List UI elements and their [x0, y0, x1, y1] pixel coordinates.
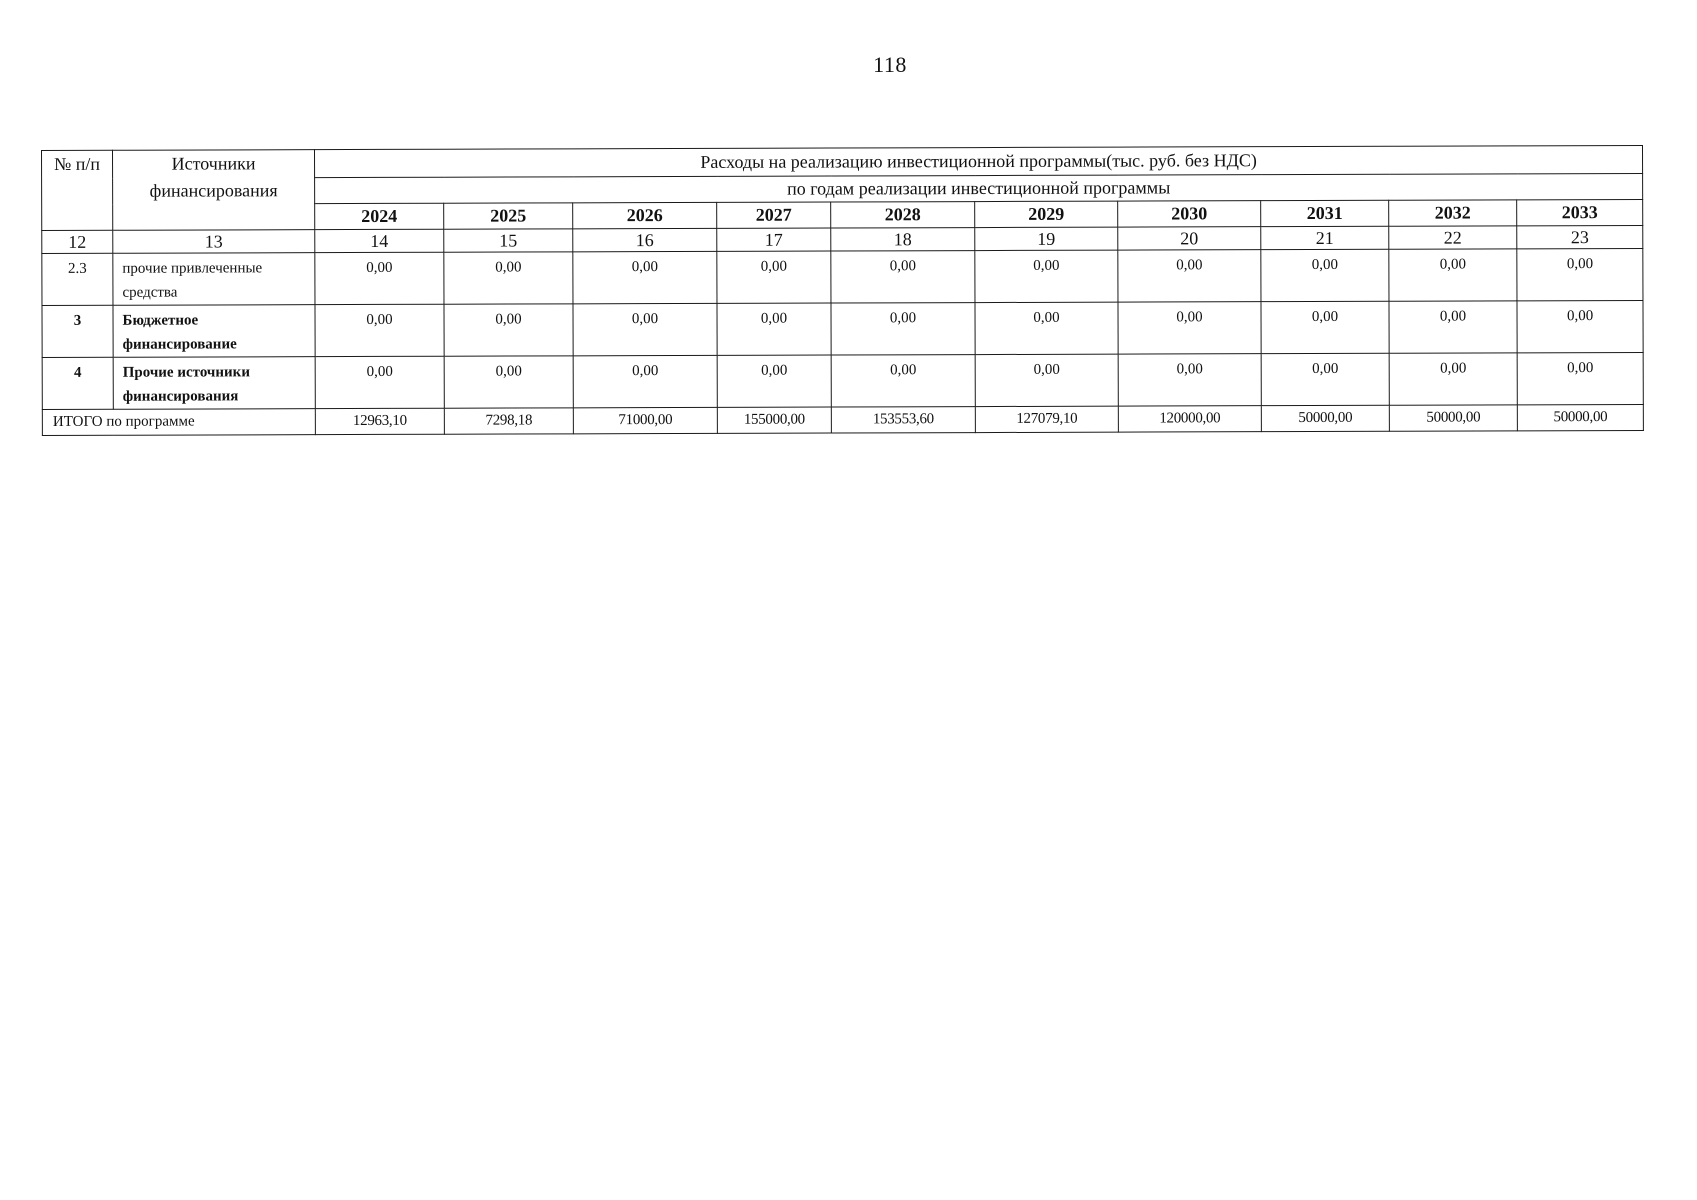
header-year: 2027	[717, 202, 831, 228]
column-index-cell: 23	[1517, 225, 1643, 248]
column-index-cell: 13	[113, 230, 315, 254]
value-cell: 0,00	[1118, 354, 1261, 406]
row-source-name: Бюджетное финансирование	[113, 305, 315, 358]
value-cell: 0,00	[975, 354, 1118, 406]
total-value-cell: 153553,60	[831, 407, 975, 433]
value-cell: 0,00	[315, 304, 444, 356]
value-cell: 0,00	[717, 355, 831, 407]
value-cell: 0,00	[315, 356, 444, 408]
value-cell: 0,00	[1261, 301, 1389, 353]
value-cell: 0,00	[1389, 249, 1517, 301]
row-number: 2.3	[42, 253, 113, 305]
header-year: 2026	[573, 202, 717, 228]
value-cell: 0,00	[717, 251, 831, 303]
header-main-title: Расходы на реализацию инвестиционной программы(тыс. руб. без НДС)	[315, 145, 1643, 177]
total-value-cell: 7298,18	[444, 408, 573, 434]
total-value-cell: 127079,10	[975, 406, 1118, 432]
row-number: 3	[42, 305, 113, 357]
value-cell: 0,00	[1517, 300, 1643, 352]
header-year: 2032	[1389, 200, 1517, 226]
value-cell: 0,00	[1261, 353, 1389, 405]
value-cell: 0,00	[831, 355, 975, 407]
header-source-cell: Источники финансирования	[113, 150, 315, 231]
total-value-cell: 71000,00	[573, 407, 717, 433]
column-index-cell: 16	[573, 228, 717, 251]
total-value-cell: 155000,00	[717, 407, 831, 433]
header-year: 2033	[1517, 199, 1643, 225]
total-value-cell: 12963,10	[315, 408, 444, 434]
financing-table	[41, 145, 1644, 436]
value-cell: 0,00	[1118, 302, 1261, 354]
table-row-2-3	[42, 248, 1643, 305]
table-row-3	[42, 300, 1643, 357]
column-index-cell: 21	[1261, 226, 1389, 249]
header-year: 2028	[831, 202, 975, 228]
column-index-cell: 22	[1389, 226, 1517, 249]
value-cell: 0,00	[444, 252, 573, 304]
value-cell: 0,00	[1389, 301, 1517, 353]
header-year: 2031	[1261, 200, 1389, 226]
column-index-cell: 15	[444, 229, 573, 252]
value-cell: 0,00	[444, 304, 573, 356]
total-value-cell: 50000,00	[1261, 405, 1389, 431]
financing-table-wrapper	[41, 145, 1643, 436]
value-cell: 0,00	[573, 251, 717, 303]
value-cell: 0,00	[444, 356, 573, 408]
header-year: 2030	[1118, 201, 1261, 227]
total-row	[42, 404, 1643, 435]
value-cell: 0,00	[315, 252, 444, 304]
header-year: 2025	[444, 203, 573, 229]
value-cell: 0,00	[1118, 250, 1261, 302]
total-value-cell: 50000,00	[1517, 404, 1643, 430]
header-sub-title: по годам реализации инвестиционной программы	[315, 173, 1643, 203]
value-cell: 0,00	[831, 251, 975, 303]
column-index-cell: 17	[717, 228, 831, 251]
value-cell: 0,00	[1517, 352, 1643, 404]
total-value-cell: 120000,00	[1118, 406, 1261, 432]
value-cell: 0,00	[1517, 248, 1643, 300]
value-cell: 0,00	[1261, 249, 1389, 301]
value-cell: 0,00	[717, 303, 831, 355]
value-cell: 0,00	[1389, 353, 1517, 405]
row-source-name: Прочие источники финансирования	[113, 357, 315, 410]
value-cell: 0,00	[573, 355, 717, 407]
total-value-cell: 50000,00	[1389, 405, 1517, 431]
header-num-cell: № п/п	[42, 150, 113, 230]
header-year: 2024	[315, 203, 444, 229]
value-cell: 0,00	[975, 250, 1118, 302]
value-cell: 0,00	[975, 302, 1118, 354]
header-year: 2029	[975, 201, 1118, 227]
value-cell: 0,00	[831, 303, 975, 355]
column-index-cell: 20	[1118, 227, 1261, 250]
row-number: 4	[42, 357, 113, 409]
column-index-cell: 14	[315, 229, 444, 252]
row-source-name: прочие привлеченные средства	[113, 253, 315, 306]
total-label: ИТОГО по программе	[42, 409, 315, 436]
value-cell: 0,00	[573, 303, 717, 355]
column-index-cell: 18	[831, 228, 975, 251]
page-number: 118	[873, 52, 907, 77]
column-index-cell: 12	[42, 230, 113, 253]
table-row-4	[42, 352, 1643, 409]
column-index-cell: 19	[975, 227, 1118, 250]
